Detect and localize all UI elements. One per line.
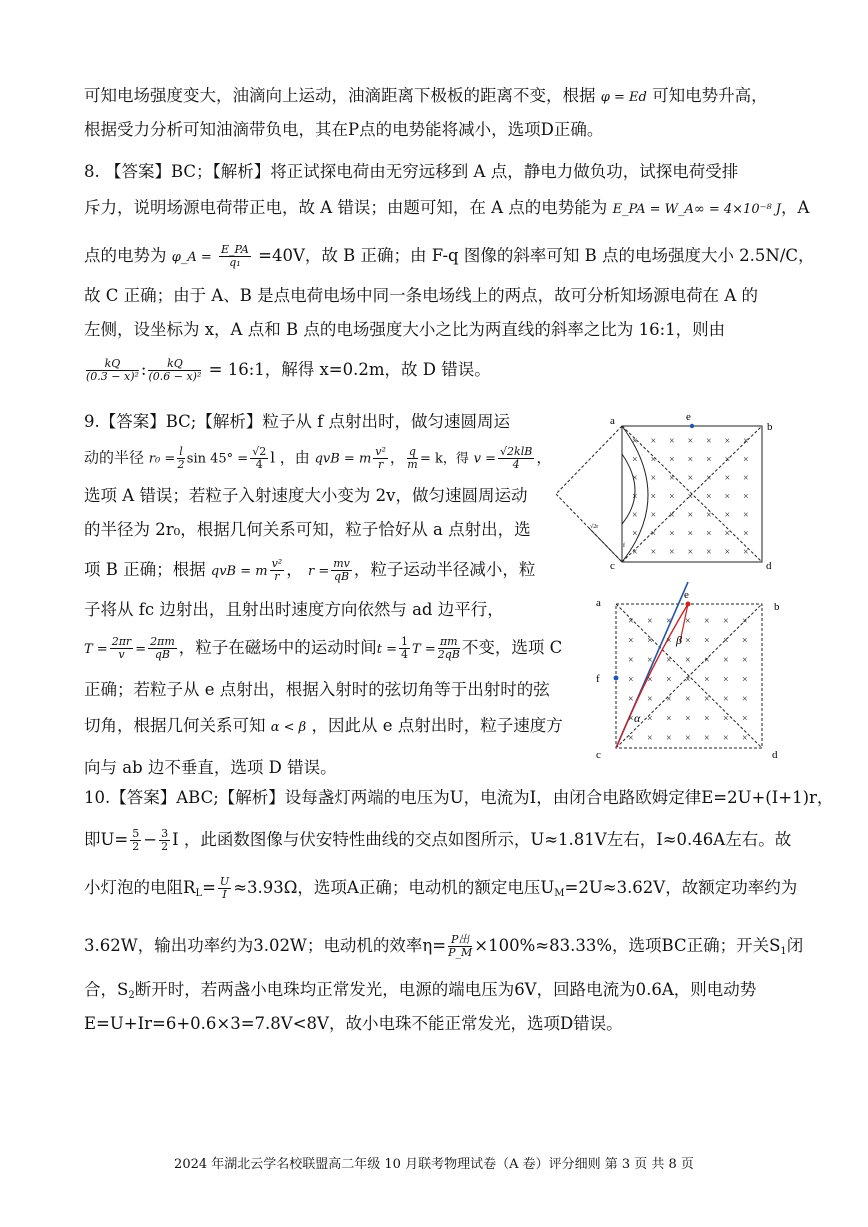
numerator: P出 <box>448 934 472 947</box>
text: 的半径为 2r₀，根据几何关系可知，粒子恰好从 a 点射出，选 <box>84 520 531 539</box>
text: ，因此从 e 点射出时，粒子速度方 <box>311 716 563 735</box>
text: 不变，选项 C <box>461 638 563 657</box>
field-cross: × <box>742 733 748 744</box>
text: ×100%≈83.33%，选项BC正确；开关S <box>474 936 781 955</box>
field-cross: × <box>724 436 731 447</box>
field-cross: × <box>650 547 657 558</box>
field-cross: × <box>628 674 634 686</box>
field-cross: × <box>628 616 634 627</box>
text: ， <box>286 560 303 579</box>
field-cross: × <box>743 436 749 447</box>
text: E=U+Ir=6+0.6×3=7.8V<8V，故小电珠不能正常发光，选项D错误。 <box>84 1014 623 1033</box>
formula: α < β <box>270 720 307 735</box>
field-cross: × <box>687 473 694 484</box>
numerator: 3 <box>161 827 169 840</box>
field-cross: × <box>687 491 694 503</box>
field-cross: × <box>687 454 694 466</box>
field-cross: × <box>650 528 657 540</box>
field-cross: × <box>724 547 731 558</box>
text: 可知电势升高， <box>652 86 768 105</box>
field-cross: × <box>704 616 710 627</box>
field-cross: × <box>685 694 691 705</box>
field-cross: × <box>685 616 691 627</box>
text: 切角，根据几何关系可知 <box>84 716 266 735</box>
text: = 16:1，解得 x=0.2m，故 D 错误。 <box>208 360 491 379</box>
field-cross: × <box>724 510 731 521</box>
label-d: d <box>766 560 772 572</box>
label-c: c <box>610 560 615 572</box>
denominator: 2qB <box>437 648 460 661</box>
denominator: (0.6 − x)² <box>148 370 202 383</box>
field-cross: × <box>706 528 712 540</box>
field-cross: × <box>632 436 638 447</box>
field-cross: × <box>704 694 710 705</box>
field-cross: × <box>723 694 729 705</box>
figure-2 <box>590 572 790 764</box>
q10-line-2 <box>84 828 791 853</box>
field-cross: × <box>685 655 691 666</box>
q9-line-4 <box>84 520 531 540</box>
label-radius: √2r <box>590 524 599 530</box>
q8-line-2 <box>84 198 809 220</box>
formula: qvB = m <box>314 451 372 467</box>
q9-line-1 <box>84 412 510 432</box>
field-cross: × <box>632 491 638 503</box>
field-cross: × <box>724 454 731 466</box>
formula: φ_A = <box>171 250 212 265</box>
denominator: (0.3 − x)² <box>86 370 139 383</box>
text: 闭 <box>786 936 804 955</box>
label-a: a <box>610 415 615 427</box>
fraction <box>159 828 170 853</box>
fraction <box>86 358 139 383</box>
numerator: kQ <box>148 358 201 371</box>
field-cross: × <box>647 694 653 705</box>
fraction <box>148 636 177 661</box>
q9-line-7 <box>84 636 562 661</box>
q10-line-4 <box>84 934 803 962</box>
denominator: I <box>222 888 227 901</box>
numerator: √2 <box>252 445 267 458</box>
field-cross: × <box>742 674 748 686</box>
field-cross: × <box>724 528 731 540</box>
text: 合，S <box>84 980 129 999</box>
text: =2U≈3.62V，故额定功率约为 <box>564 878 798 897</box>
q9-line-9 <box>84 716 563 738</box>
denominator: 4 <box>512 458 520 471</box>
field-cross: × <box>647 635 653 647</box>
formula: r₀ = <box>148 451 176 467</box>
field-cross: × <box>685 713 691 725</box>
field-cross: × <box>724 473 731 484</box>
text: 根据受力分析可知油滴带负电，其在P点的电势能将减小，选项D正确。 <box>84 120 604 139</box>
formula: = <box>135 642 147 657</box>
field-cross: × <box>632 454 638 466</box>
text: ， <box>536 448 552 467</box>
field-cross: × <box>628 733 634 744</box>
q10-line-1 <box>84 788 833 808</box>
subscript: L <box>195 888 203 899</box>
field-cross: × <box>632 547 638 558</box>
q10-line-5 <box>84 980 756 1006</box>
text: 子将从 fc 边射出，且射出时速度方向依然与 ad 边平行， <box>84 600 504 619</box>
text: 可知电场强度变大，油滴向上运动，油滴距离下极板的距离不变，根据 <box>84 86 596 105</box>
field-cross: × <box>723 635 729 647</box>
text: 向与 ab 边不垂直，选项 D 错误。 <box>84 758 337 777</box>
field-cross: × <box>650 491 657 503</box>
field-cross: × <box>647 713 653 725</box>
q9-line-3 <box>84 486 527 506</box>
text: 项 B 正确；根据 <box>84 560 206 579</box>
field-cross: × <box>647 655 653 666</box>
field-cross: × <box>687 528 694 540</box>
text: − <box>143 830 158 849</box>
denominator: 4 <box>401 648 409 661</box>
fraction <box>498 446 534 471</box>
field-cross: × <box>666 616 672 627</box>
text: ，粒子运动半径减小，粒 <box>353 560 536 579</box>
formula: r = <box>307 564 330 579</box>
q9-line-2 <box>84 446 551 471</box>
q9-line-8 <box>84 680 550 700</box>
field-cross: × <box>669 528 675 540</box>
fraction <box>110 636 134 661</box>
text: ， <box>389 448 405 467</box>
field-cross: × <box>723 713 729 725</box>
field-cross: × <box>666 635 672 647</box>
text: 小灯泡的电阻R <box>84 878 196 897</box>
q10-line-6 <box>84 1014 623 1034</box>
q9-line-6 <box>84 600 504 620</box>
denominator: q₁ <box>229 256 241 269</box>
text: 3.62W，输出功率约为3.02W；电动机的效率η= <box>84 936 447 955</box>
fraction <box>438 636 460 661</box>
fraction <box>270 558 285 583</box>
formula: qvB = m <box>210 564 268 579</box>
field-cross: × <box>704 713 710 725</box>
field-cross: × <box>687 510 694 521</box>
text: = <box>202 878 216 897</box>
denominator: m <box>407 458 418 471</box>
formula: v = <box>473 451 497 467</box>
q9-line-10 <box>84 758 337 778</box>
text: 斥力，说明场源电荷带正电，故 A 错误；由题可知，在 A 点的电势能为 <box>84 198 608 217</box>
field-cross: × <box>669 510 675 521</box>
numerator: q <box>408 445 416 458</box>
field-cross: × <box>742 616 748 627</box>
field-cross: × <box>628 635 634 647</box>
numerator: πm <box>438 636 460 649</box>
dashed-line <box>556 494 622 562</box>
formula: t = <box>376 642 398 657</box>
text: 左侧，设坐标为 x，A 点和 B 点的电场强度大小之比为两直线的斜率之比为 16:1，则由 <box>84 320 726 339</box>
text: 10.【答案】ABC;【解析】设每盏灯两端的电压为U，电流为I，由闭合电路欧姆定律E=2U+(I+1)r， <box>84 788 834 807</box>
field-cross: × <box>669 473 675 484</box>
field-cross: × <box>647 733 653 744</box>
label-beta: β <box>676 633 682 647</box>
fraction <box>148 358 201 383</box>
label-e: e <box>686 411 691 423</box>
label-d: d <box>772 749 778 761</box>
denominator: P_M <box>448 946 473 959</box>
denominator: 2 <box>132 840 140 853</box>
field-cross: × <box>706 473 712 484</box>
field-cross: × <box>706 454 712 466</box>
field-cross: × <box>706 547 712 558</box>
formula: E_PA = W_A∞ = 4×10⁻⁸ J <box>612 202 782 217</box>
numerator: l <box>179 445 183 458</box>
fraction <box>407 446 418 471</box>
field-cross: × <box>742 635 748 647</box>
label-alpha: α <box>634 711 641 725</box>
field-cross: × <box>666 655 672 666</box>
field-cross: × <box>666 733 672 744</box>
q8-line-4 <box>84 286 758 306</box>
text: ，A <box>781 198 810 217</box>
denominator: v <box>118 648 125 661</box>
formula: = k，得 <box>419 451 469 467</box>
figure-1 <box>552 404 784 572</box>
numerator: v² <box>375 445 386 458</box>
field-cross: × <box>669 454 675 466</box>
label-c: c <box>596 749 601 761</box>
dashed-line <box>556 426 622 494</box>
field-cross: × <box>704 733 710 744</box>
field-cross: × <box>743 491 749 503</box>
text: 选项 A 错误；若粒子入射速度大小变为 2v，做匀速圆周运动 <box>84 486 528 505</box>
numerator: 5 <box>132 827 140 840</box>
denominator: qB <box>333 570 350 583</box>
numerator: kQ <box>86 358 139 371</box>
q10-line-3 <box>84 876 797 904</box>
q9-line-5 <box>84 558 535 583</box>
field-cross: × <box>650 454 657 466</box>
text: 9.【答案】BC;【解析】粒子从 f 点射出时，做匀速圆周运 <box>84 412 510 431</box>
point-e <box>690 424 694 428</box>
field-cross: × <box>742 694 748 705</box>
field-cross: × <box>647 616 653 627</box>
field-cross: × <box>687 547 694 558</box>
field-cross: × <box>723 674 729 686</box>
numerator: E_PA <box>221 243 249 256</box>
text: 故 C 正确；由于 A、B 是点电荷电场中同一条电场线上的两点，故可分析知场源电荷在 A 的 <box>84 286 759 305</box>
field-cross: × <box>628 713 634 725</box>
field-cross: × <box>666 713 672 725</box>
field-cross: × <box>743 454 749 466</box>
denominator: qB <box>154 648 170 661</box>
text: ，粒子在磁场中的运动时间 <box>178 638 377 657</box>
denominator: 4 <box>255 458 263 471</box>
text: =40V，故 B 正确；由 F-q 图像的斜率可知 B 点的电场强度大小 2.5N/C， <box>258 246 815 265</box>
subscript: 2 <box>128 990 135 1001</box>
field-cross: × <box>628 655 634 666</box>
field-cross: × <box>669 547 675 558</box>
text: : <box>140 360 147 379</box>
label-b: b <box>774 601 780 613</box>
q8-line-6 <box>84 358 491 383</box>
point-f <box>614 676 619 681</box>
fraction <box>130 828 141 853</box>
numerator: √2klB <box>500 445 533 458</box>
text: 即U= <box>84 830 129 849</box>
field-cross: × <box>704 674 710 686</box>
label-e: e <box>684 589 689 601</box>
fraction <box>177 446 185 471</box>
field-cross: × <box>632 473 638 484</box>
denominator: r <box>274 570 280 583</box>
field-cross: × <box>706 491 712 503</box>
field-cross: × <box>723 733 729 744</box>
field-cross: × <box>685 635 691 647</box>
fraction <box>219 244 251 269</box>
formula: T = <box>84 642 108 657</box>
fraction <box>331 558 352 583</box>
page-footer: 2024 年湖北云学名校联盟高二年级 10 月联考物理试卷（A 卷）评分细则 第 3 页 共 8 页 <box>174 1157 694 1172</box>
label-f: f <box>596 673 600 685</box>
field-cross: × <box>650 510 657 521</box>
formula: sin 45° = <box>186 451 249 467</box>
label-a: a <box>596 597 601 609</box>
numerator: 2πr <box>111 635 132 648</box>
subscript: 1 <box>780 946 787 957</box>
paragraph-line <box>84 86 768 108</box>
field-cross: × <box>743 528 749 540</box>
numerator: mv <box>333 557 350 570</box>
numerator: v² <box>271 557 283 570</box>
field-cross: × <box>723 655 729 666</box>
label-b: b <box>767 421 773 433</box>
field-cross: × <box>669 436 675 447</box>
point-e <box>686 602 691 607</box>
fraction <box>399 636 410 661</box>
formula: φ = Ed <box>600 90 647 105</box>
field-cross: × <box>669 491 675 503</box>
numerator: 1 <box>401 635 409 648</box>
numerator: 2πm <box>150 635 175 648</box>
field-cross: × <box>742 713 748 725</box>
denominator: 2 <box>161 840 169 853</box>
field-cross: × <box>632 528 638 540</box>
field-cross: × <box>706 510 712 521</box>
fraction <box>250 446 268 471</box>
field-cross: × <box>704 655 710 666</box>
q8-line-1 <box>84 162 738 182</box>
text: 正确；若粒子从 e 点射出，根据入射时的弦切角等于出射时的弦 <box>84 680 550 699</box>
fraction <box>218 876 231 901</box>
field-cross: × <box>706 436 712 447</box>
denominator: r <box>377 458 384 471</box>
numerator: U <box>219 875 230 888</box>
denominator: 2 <box>177 458 185 471</box>
field-cross: × <box>685 733 691 744</box>
field-cross: × <box>666 674 672 686</box>
text: l ，由 <box>270 448 310 467</box>
field-cross: × <box>743 510 749 521</box>
field-cross: × <box>724 491 731 503</box>
q8-line-3 <box>84 244 815 269</box>
fraction <box>448 934 472 959</box>
text: I ，此函数图像与伏安特性曲线的交点如图所示，U≈1.81V左右，I≈0.46A左右。故 <box>172 830 792 849</box>
text: 动的半径 <box>84 448 145 467</box>
text: 断开时，若两盏小电珠均正常发光，电源的端电压为6V，回路电流为0.6A，则电动势 <box>134 980 757 999</box>
text: ≈3.93Ω，选项A正确；电动机的额定电压U <box>233 878 555 897</box>
field-cross: × <box>647 674 653 686</box>
field-cross: × <box>723 616 729 627</box>
text: 点的电势为 <box>84 246 167 265</box>
field-cross: × <box>742 655 748 666</box>
field-cross: × <box>704 635 710 647</box>
subscript: M <box>554 888 565 899</box>
formula: T = <box>412 642 436 657</box>
q8-line-5 <box>84 320 725 340</box>
text: 8. 【答案】BC；【解析】将正试探电荷由无穷远移到 A 点，静电力做负功，试探电荷受排 <box>84 162 739 181</box>
field-cross: × <box>743 473 749 484</box>
field-cross: × <box>743 547 749 558</box>
field-cross: × <box>666 694 672 705</box>
field-cross: × <box>650 473 657 484</box>
field-cross: × <box>650 436 657 447</box>
paragraph-line <box>84 120 603 140</box>
field-cross: × <box>685 674 691 686</box>
fraction <box>373 446 388 471</box>
field-cross: × <box>632 510 638 521</box>
field-cross: × <box>687 436 694 447</box>
label-f: f <box>623 543 625 549</box>
field-cross: × <box>628 694 634 705</box>
